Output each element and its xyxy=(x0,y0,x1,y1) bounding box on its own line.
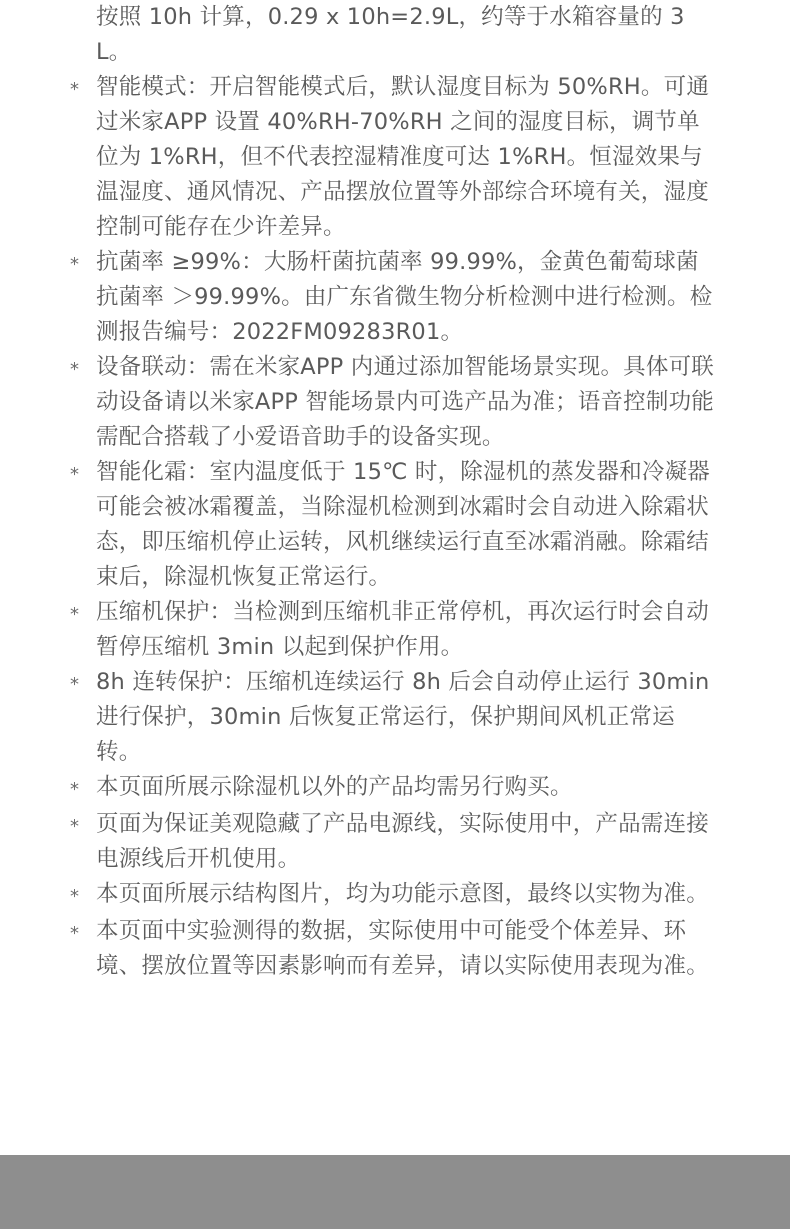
note-test-data xyxy=(70,914,720,984)
notes-list xyxy=(70,70,720,984)
footer-bar xyxy=(0,1155,790,1229)
note-device-linkage xyxy=(70,350,720,455)
asterisk-bullet: * xyxy=(70,816,79,837)
asterisk-bullet: * xyxy=(70,923,79,944)
note-smart-mode xyxy=(70,70,720,245)
note-text: 8h 连转保护：压缩机连续运行 8h 后会自动停止运行 30min 进行保护，30min 后恢复正常运行，保护期间风机正常运转。 xyxy=(96,669,710,765)
asterisk-bullet: * xyxy=(70,886,79,907)
note-8h-protection xyxy=(70,665,720,770)
note-text: 页面为保证美观隐藏了产品电源线，实际使用中，产品需连接电源线后开机使用。 xyxy=(96,811,709,872)
asterisk-bullet: * xyxy=(70,674,79,695)
asterisk-bullet: * xyxy=(70,604,79,625)
note-text: 智能模式：开启智能模式后，默认湿度目标为 50%RH。可通过米家APP 设置 40%RH-70%RH 之间的湿度目标，调节单位为 1%RH，但不代表控湿精准度可达 1%RH。恒湿效果与温湿度、通风情况、产品摆放位置等外部综合环境有关，湿度控制可能存在少许差异。 xyxy=(96,74,710,240)
note-antibacterial xyxy=(70,245,720,350)
asterisk-bullet: * xyxy=(70,79,79,100)
note-smart-defrost xyxy=(70,455,720,595)
asterisk-bullet: * xyxy=(70,779,79,800)
note-power-cord xyxy=(70,807,720,877)
note-text: 本页面中实验测得的数据，实际使用中可能受个体差异、环境、摆放位置等因素影响而有差异，请以实际使用表现为准。 xyxy=(96,918,709,979)
note-text: 智能化霜：室内温度低于 15℃ 时，除湿机的蒸发器和冷凝器可能会被冰霜覆盖，当除湿机检测到冰霜时会自动进入除霜状态，即压缩机停止运转，风机继续运行直至冰霜消融。除霜结束后，除湿机恢复正常运行。 xyxy=(96,459,711,590)
note-schematic-images xyxy=(70,877,720,914)
continuation-paragraph: 按照 10h 计算，0.29 x 10h=2.9L，约等于水箱容量的 3L。 xyxy=(96,4,685,65)
note-separate-purchase xyxy=(70,770,720,807)
asterisk-bullet: * xyxy=(70,359,79,380)
asterisk-bullet: * xyxy=(70,464,79,485)
asterisk-bullet: * xyxy=(70,254,79,275)
note-compressor-protection xyxy=(70,595,720,665)
note-text: 压缩机保护：当检测到压缩机非正常停机，再次运行时会自动暂停压缩机 3min 以起到保护作用。 xyxy=(96,599,709,660)
note-text: 本页面所展示结构图片，均为功能示意图，最终以实物为准。 xyxy=(96,881,709,907)
note-text: 本页面所展示除湿机以外的产品均需另行购买。 xyxy=(96,774,573,800)
note-text: 设备联动：需在米家APP 内通过添加智能场景实现。具体可联动设备请以米家APP 智能场景内可选产品为准；语音控制功能需配合搭载了小爱语音助手的设备实现。 xyxy=(96,354,714,450)
note-text: 抗菌率 ≥99%：大肠杆菌抗菌率 99.99%，金黄色葡萄球菌抗菌率 ＞99.99%。由广东省微生物分析检测中进行检测。检测报告编号：2022FM09283R01。 xyxy=(96,249,713,345)
